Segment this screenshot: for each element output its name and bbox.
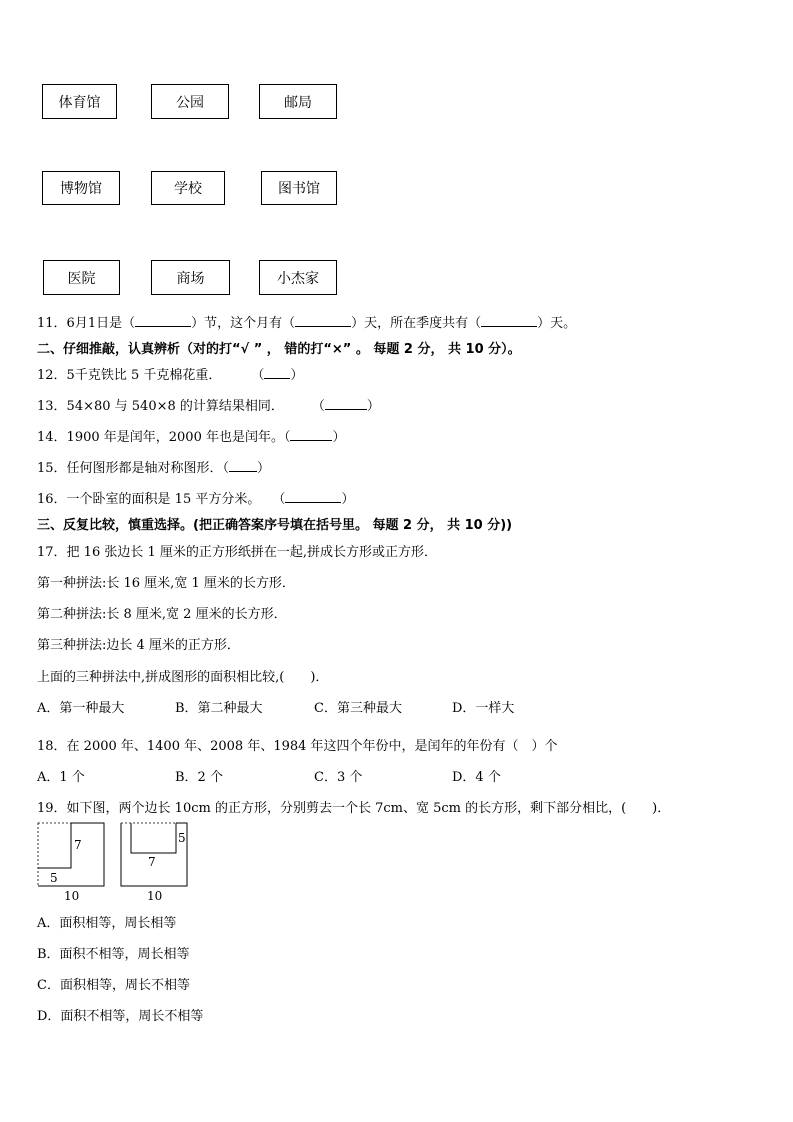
figure-1-side-label: 7 xyxy=(74,838,82,852)
question-11: 11．6月1日是（ ）节，这个月有（ ）天，所在季度共有（ ）天。 xyxy=(37,316,577,331)
question-17-options xyxy=(37,697,597,715)
section-2-heading: 二、仔细推敲，认真辨析（对的打“√ ” ， 错的打“×” 。 每题 2 分， 共 10 分）。 xyxy=(37,342,521,357)
place-box-library xyxy=(261,171,337,205)
question-18-options xyxy=(37,766,597,784)
question-17-method-1: 第一种拼法:长 16 厘米,宽 1 厘米的长方形． xyxy=(37,576,295,591)
figure-1-l-shape xyxy=(38,823,104,903)
place-label: 小杰家 xyxy=(277,270,319,287)
question-17-ask: 上面的三种拼法中,拼成图形的面积相比较,( )． xyxy=(37,670,329,685)
option-c[interactable]: C．3 个 xyxy=(314,770,363,785)
place-box-park xyxy=(151,84,229,119)
place-box-museum xyxy=(42,171,120,205)
place-box-school xyxy=(151,171,225,205)
figure-1-bottom-label: 5 xyxy=(50,871,58,885)
option-b[interactable]: B．2 个 xyxy=(175,770,223,785)
place-box-home xyxy=(259,260,337,295)
question-17-method-3: 第三种拼法:边长 4 厘米的正方形． xyxy=(37,638,240,653)
question-18-stem: 18．在 2000 年、1400 年、2008 年、1984 年这四个年份中，是闰年的年份有（ ）个 xyxy=(37,739,558,754)
question-19-option-c[interactable]: C．面积相等，周长不相等 xyxy=(37,978,190,993)
figure-2-base-label: 10 xyxy=(147,889,163,903)
question-17-method-2: 第二种拼法:长 8 厘米,宽 2 厘米的长方形． xyxy=(37,607,287,622)
answer-blank[interactable] xyxy=(295,314,351,327)
answer-blank[interactable] xyxy=(229,459,257,472)
option-d[interactable]: D．4 个 xyxy=(452,770,501,785)
answer-blank[interactable] xyxy=(290,428,332,441)
place-label: 学校 xyxy=(174,181,202,197)
question-19-option-b[interactable]: B．面积不相等，周长相等 xyxy=(37,947,190,962)
place-label: 公园 xyxy=(176,94,204,111)
place-box-mall xyxy=(151,260,230,295)
place-label: 体育馆 xyxy=(58,94,101,111)
question-19-option-a[interactable]: A．面积相等，周长相等 xyxy=(37,916,177,931)
question-14: 14．1900 年是闰年，2000 年也是闰年。（ ） xyxy=(37,430,346,445)
option-a[interactable]: A．第一种最大 xyxy=(37,701,125,716)
answer-blank[interactable] xyxy=(135,314,191,327)
place-label: 医院 xyxy=(67,270,96,287)
answer-blank[interactable] xyxy=(264,366,290,379)
option-b[interactable]: B．第二种最大 xyxy=(175,701,263,716)
question-12: 12．5千克铁比 5 千克棉花重． （ ） xyxy=(37,368,304,383)
place-label: 商场 xyxy=(176,270,205,287)
question-19-option-d[interactable]: D．面积不相等，周长不相等 xyxy=(37,1009,204,1024)
place-label: 图书馆 xyxy=(278,181,320,197)
question-13: 13．54×80 与 540×8 的计算结果相同． （ ） xyxy=(37,399,380,414)
place-label: 邮局 xyxy=(284,94,312,111)
question-19-stem: 19．如下图，两个边长 10cm 的正方形，分别剪去一个长 7cm、宽 5cm 的长方形，剩下部分相比，( )． xyxy=(37,801,671,816)
place-label: 博物馆 xyxy=(60,181,102,197)
answer-blank[interactable] xyxy=(285,490,341,503)
option-d[interactable]: D．一样大 xyxy=(452,701,515,716)
figure-2-inner-label: 7 xyxy=(148,855,156,869)
question-19-figure xyxy=(36,820,196,904)
figure-2-u-shape xyxy=(121,823,187,903)
figure-2-right-label: 5 xyxy=(178,831,186,845)
place-box-gym xyxy=(42,84,117,119)
option-c[interactable]: C．第三种最大 xyxy=(314,701,402,716)
answer-blank[interactable] xyxy=(481,314,537,327)
section-3-heading: 三、反复比较，慎重选择。(把正确答案序号填在括号里。 每题 2 分， 共 10 分)) xyxy=(37,518,513,533)
place-box-hospital xyxy=(43,260,120,295)
question-15: 15．任何图形都是轴对称图形．（ ） xyxy=(37,461,271,476)
option-a[interactable]: A．1 个 xyxy=(37,770,85,785)
question-17-stem: 17．把 16 张边长 1 厘米的正方形纸拼在一起,拼成长方形或正方形． xyxy=(37,545,438,560)
figure-1-base-label: 10 xyxy=(64,889,80,903)
place-box-post-office xyxy=(259,84,337,119)
answer-blank[interactable] xyxy=(325,397,367,410)
question-16: 16．一个卧室的面积是 15 平方分米。 （ ） xyxy=(37,492,355,507)
